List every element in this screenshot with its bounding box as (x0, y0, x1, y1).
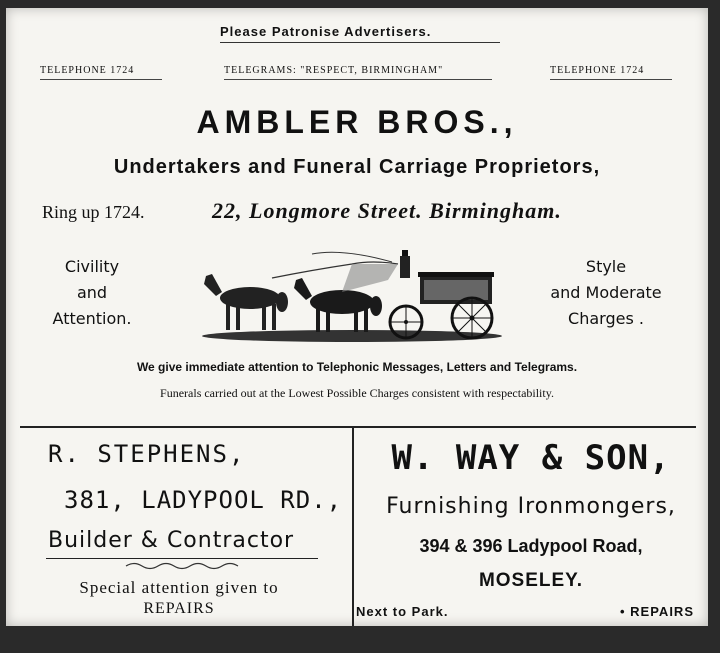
way-address: 394 & 396 Ladypool Road, (419, 536, 643, 556)
way-repairs: • REPAIRS (620, 604, 694, 619)
telegrams-underline (224, 79, 492, 80)
horse-drawn-hearse-icon (202, 240, 504, 348)
virtue-line: and Moderate (550, 283, 662, 302)
stephens-trade: Builder & Contractor (48, 528, 295, 553)
virtue-line: Attention. (52, 309, 132, 328)
ambler-address: 22, Longmore Street. Birmingham. (212, 198, 562, 223)
stephens-note: Special attention given to (79, 578, 279, 597)
telephone-left-underline (40, 79, 162, 80)
virtue-line: Charges . (568, 309, 644, 328)
stephens-name: R. STEPHENS, (48, 440, 246, 468)
ambler-motto-line2: Funerals carried out at the Lowest Possible Charges consistent with respectability. (160, 386, 554, 400)
way-trade: Furnishing Ironmongers, (386, 494, 676, 519)
way-firm-name: W. WAY & SON, (391, 438, 671, 478)
advertisement-page (6, 8, 708, 626)
way-town: MOSELEY. (478, 570, 584, 591)
telephone-right-underline (550, 79, 672, 80)
telephone-right: TELEPHONE 1724 (550, 65, 645, 76)
ornament-flourish-icon (124, 561, 240, 571)
left-virtues (42, 254, 142, 332)
stephens-repairs: REPAIRS (143, 600, 215, 617)
ambler-phone-ring: Ring up 1724. (42, 202, 145, 222)
header-banner: Please Patronise Advertisers. (220, 24, 432, 39)
horizontal-divider (20, 426, 696, 428)
virtue-line: Civility (64, 257, 120, 276)
ambler-trade: Undertakers and Funeral Carriage Proprietors, (113, 156, 601, 178)
stephens-rule (46, 558, 318, 559)
right-virtues (536, 254, 676, 332)
virtue-line: and (76, 283, 108, 302)
banner-rule (220, 42, 500, 43)
way-near-park: Next to Park. (356, 604, 449, 619)
ambler-firm-name: AMBLER BROS., (196, 104, 518, 140)
ambler-motto-line1: We give immediate attention to Telephonic Messages, Letters and Telegrams. (136, 360, 578, 374)
telegrams-address: TELEGRAMS: "RESPECT, BIRMINGHAM" (224, 65, 444, 76)
stephens-address: 381, LADYPOOL RD., (64, 486, 343, 514)
virtue-line: Style (585, 257, 627, 276)
telephone-left: TELEPHONE 1724 (40, 65, 135, 76)
